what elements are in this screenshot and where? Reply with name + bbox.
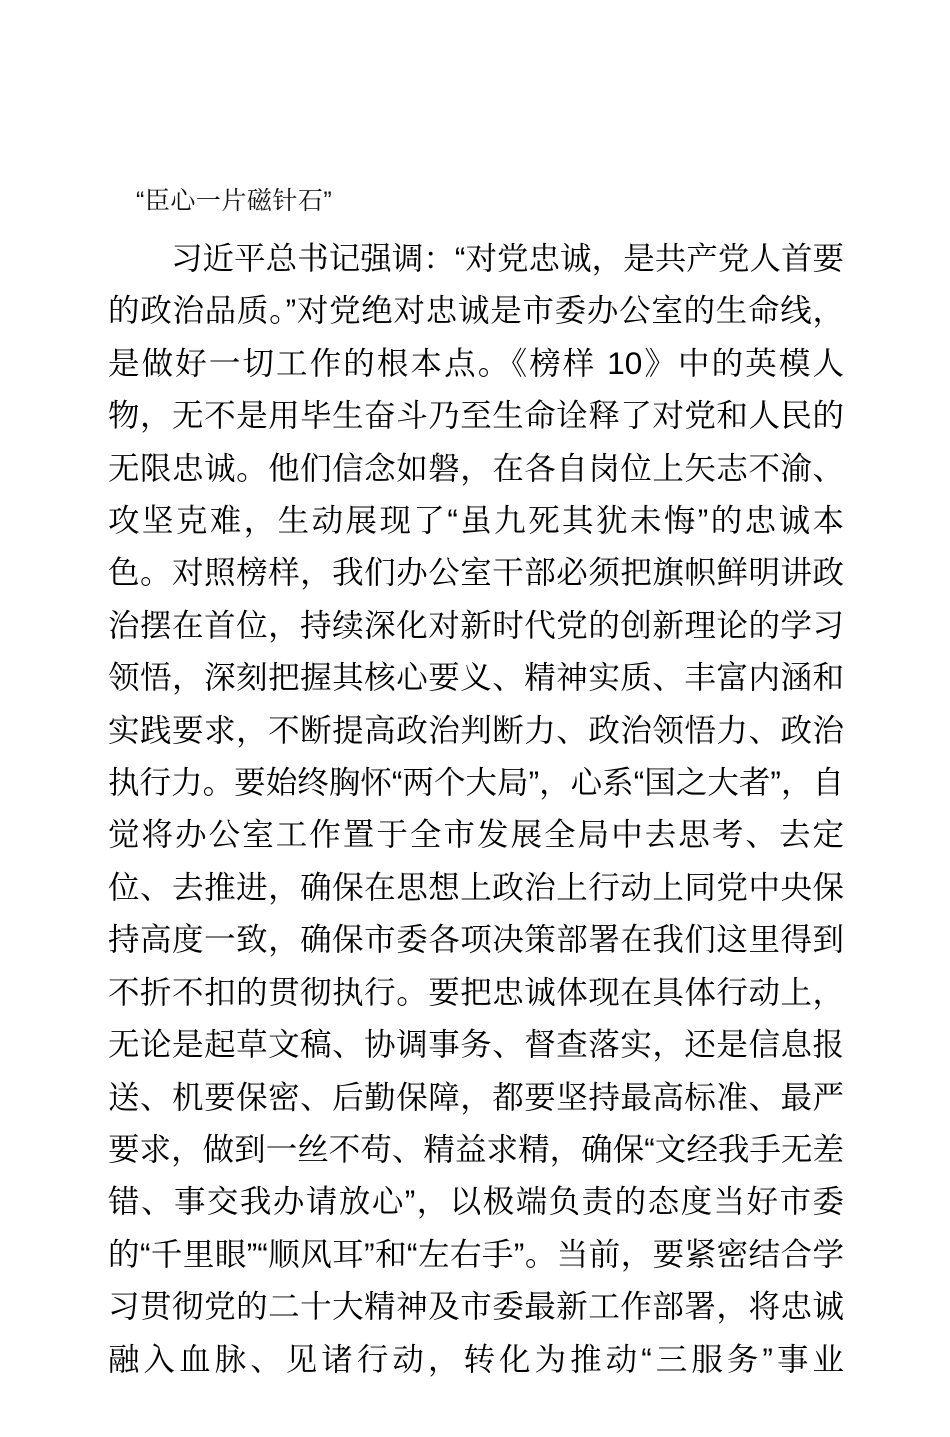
page-title: “臣心一片磁针石” — [136, 187, 333, 215]
body-paragraph: 习近平总书记强调：“对党忠诚，是共产党人首要的政治品质。”对党绝对忠诚是市委办公室的生命线，是做好一切工作的根本点。《榜样 10》中的英模人物，无不是用毕生奋斗乃至生命诠释了对党和人民的无限忠诚。他们信念如磐，在各自岗位上矢志不渝、攻坚克难，生动展现了“虽九死其犹未悔”的忠诚本色。对照榜样，我们办公室干部必须把旗帜鲜明讲政治摆在首位，持续深化对新时代党的创新理论的学习领悟，深刻把握其核心要义、精神实质、丰富内涵和实践要求，不断提高政治判断力、政治领悟力、政治执行力。要始终胸怀“两个大局”，心系“国之大者”，自觉将办公室工作置于全市发展全局中去思考、去定位、去推进，确保在思想上政治上行动上同党中央保持高度一致，确保市委各项决策部署在我们这里得到不折不扣的贯彻执行。要把忠诚体现在具体行动上，无论是起草文稿、协调事务、督查落实，还是信息报送、机要保密、后勤保障，都要坚持最高标准、最严要求，做到一丝不苟、精益求精，确保“文经我手无差错、事交我办请放心”，以极端负责的态度当好市委的“千里眼”“顺风耳”和“左右手”。当前，要紧密结合学习贯彻党的二十大精神及市委最新工作部署，将忠诚融入血脉、见诸行动，转化为推动“三服务”事业 — [108, 240, 844, 1377]
